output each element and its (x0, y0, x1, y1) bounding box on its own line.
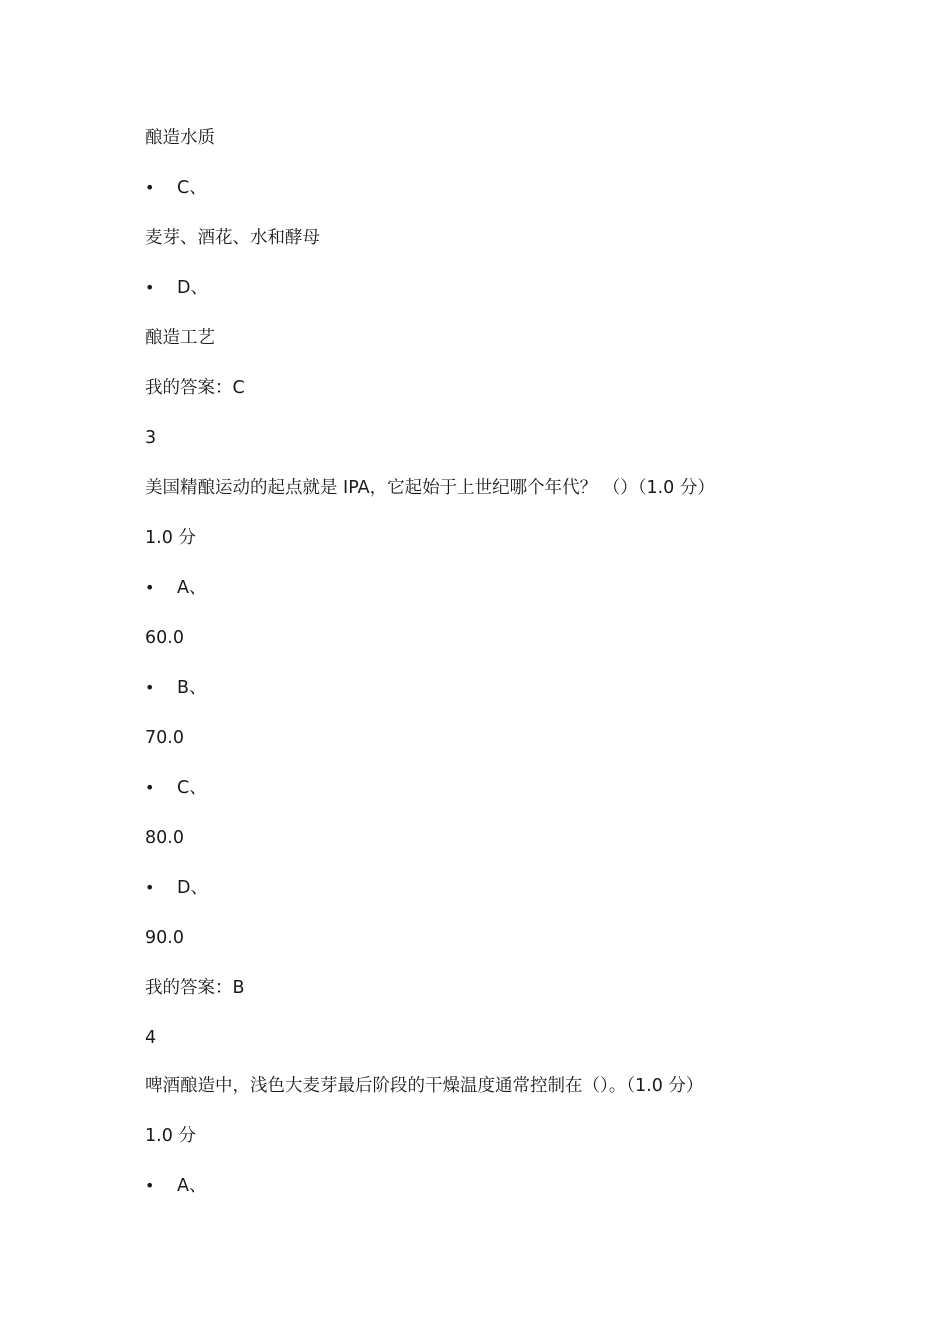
question-score: 1.0 分 (145, 1126, 196, 1146)
bullet-icon: • (145, 878, 155, 897)
bullet-icon: • (145, 1176, 155, 1195)
option-d-label: D、 (177, 878, 208, 898)
bullet-icon: • (145, 778, 155, 797)
question-number: 4 (145, 1028, 157, 1048)
option-a-row (145, 576, 206, 600)
option-d-row (145, 276, 208, 300)
option-b-label: B、 (177, 678, 207, 698)
option-d-row (145, 876, 208, 900)
bullet-icon: • (145, 278, 155, 297)
my-answer: 我的答案：B (145, 978, 245, 998)
option-c-row (145, 776, 207, 800)
bullet-icon: • (145, 178, 155, 197)
option-b-text: 70.0 (145, 728, 184, 748)
bullet-icon: • (145, 678, 155, 697)
option-b-text: 酿造水质 (145, 128, 215, 148)
question-text: 啤酒酿造中，浅色大麦芽最后阶段的干燥温度通常控制在（）。（1.0 分） (145, 1076, 704, 1096)
bullet-icon: • (145, 578, 155, 597)
option-a-row (145, 1174, 206, 1198)
option-c-text: 80.0 (145, 828, 184, 848)
option-c-label: C、 (177, 778, 207, 798)
option-a-label: A、 (177, 1176, 207, 1196)
option-a-text: 60.0 (145, 628, 184, 648)
option-c-text: 麦芽、酒花、水和酵母 (145, 228, 320, 248)
option-d-text: 酿造工艺 (145, 328, 215, 348)
option-c-row (145, 176, 207, 200)
option-a-label: A、 (177, 578, 207, 598)
option-c-label: C、 (177, 178, 207, 198)
question-score: 1.0 分 (145, 528, 196, 548)
option-b-row (145, 676, 207, 700)
question-text: 美国精酿运动的起点就是 IPA，它起始于上世纪哪个年代？ （）（1.0 分） (145, 478, 715, 498)
option-d-text: 90.0 (145, 928, 184, 948)
my-answer: 我的答案：C (145, 378, 245, 398)
question-number: 3 (145, 428, 157, 448)
option-d-label: D、 (177, 278, 208, 298)
